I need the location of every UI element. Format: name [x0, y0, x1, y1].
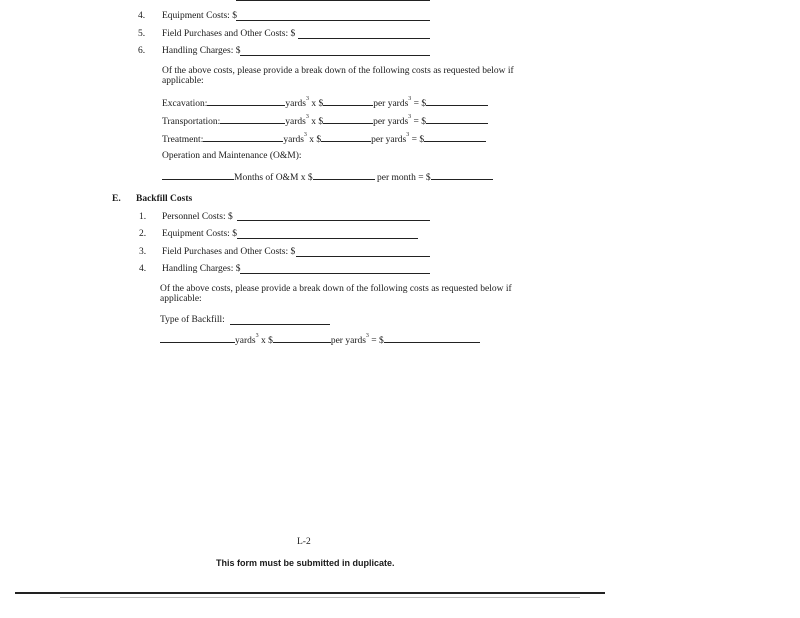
backfill-breakdown-instructions: Of the above costs, please provide a break down of the following costs as requested below if applicable:	[160, 284, 512, 304]
field-purchases-field[interactable]	[298, 38, 430, 39]
type-of-backfill-label: Type of Backfill:	[160, 315, 225, 325]
excavation-total-field[interactable]	[426, 96, 488, 106]
page-number: L-2	[297, 537, 311, 547]
yards-unit: yards	[285, 117, 306, 127]
treatment-rate-field[interactable]	[321, 132, 371, 142]
handling-charges-label: Handling Charges: $	[162, 46, 241, 56]
item-number: 2.	[139, 229, 147, 239]
transportation-rate-field[interactable]	[323, 114, 373, 124]
bottom-rule-shadow	[60, 597, 580, 598]
backfill-handling-field[interactable]	[240, 273, 430, 274]
om-months-label: Months of O&M x $	[234, 173, 313, 183]
submission-note: This form must be submitted in duplicate.	[216, 558, 395, 568]
per-yards: per yards	[373, 99, 409, 109]
equipment-costs-field[interactable]	[236, 20, 430, 21]
transportation-label: Transportation:	[162, 117, 221, 127]
backfill-equipment-field[interactable]	[237, 238, 418, 239]
item-number: 4.	[138, 11, 146, 21]
treatment-label: Treatment:	[162, 135, 204, 145]
backfill-total-field[interactable]	[384, 333, 480, 343]
backfill-handling-label: Handling Charges: $	[162, 264, 241, 274]
backfill-calc-row: yards$^3$ x $ per yards$^3$ = $	[160, 333, 480, 346]
equals-dollar: = $	[413, 117, 427, 127]
om-per-month-label: per month = $	[377, 173, 431, 183]
field-purchases-label: Field Purchases and Other Costs: $	[162, 29, 296, 39]
item-number: 3.	[139, 247, 147, 257]
om-months-field[interactable]	[162, 170, 234, 180]
per-yards: per yards	[373, 117, 409, 127]
times-dollar: x $	[309, 135, 322, 145]
breakdown-instructions: Of the above costs, please provide a break down of the following costs as requested below if applicable:	[162, 66, 514, 86]
equals-dollar: = $	[411, 135, 425, 145]
section-letter: E.	[112, 194, 121, 204]
times-dollar: x $	[311, 117, 324, 127]
bottom-rule	[15, 592, 605, 594]
backfill-personnel-field[interactable]	[237, 220, 430, 221]
excavation-yards-field[interactable]	[207, 96, 285, 106]
om-total-field[interactable]	[431, 170, 493, 180]
om-row	[162, 170, 493, 183]
backfill-personnel-label: Personnel Costs: $	[162, 212, 233, 222]
item-number: 1.	[139, 212, 147, 222]
handling-charges-field[interactable]	[240, 55, 430, 56]
item-number: 5.	[138, 29, 146, 39]
per-yards: per yards	[330, 336, 366, 346]
backfill-yards-field[interactable]	[160, 333, 235, 343]
treatment-yards-field[interactable]	[203, 132, 283, 142]
treatment-row: Treatment: yards$^3$ x $ per yards$^3$ = $	[162, 132, 486, 145]
excavation-rate-field[interactable]	[323, 96, 373, 106]
equals-dollar: = $	[413, 99, 427, 109]
backfill-equipment-label: Equipment Costs: $	[162, 229, 237, 239]
top-cutoff-line	[236, 0, 430, 1]
type-of-backfill-field[interactable]	[230, 324, 330, 325]
excavation-row: Excavation: yards$^3$ x $ per yards$^3$ = $	[162, 96, 488, 109]
excavation-label: Excavation:	[162, 99, 208, 109]
backfill-field-purchases-field[interactable]	[296, 256, 430, 257]
section-title: Backfill Costs	[136, 194, 193, 204]
yards-unit: yards	[283, 135, 304, 145]
backfill-rate-field[interactable]	[273, 333, 331, 343]
per-yards: per yards	[371, 135, 407, 145]
equals-dollar: = $	[371, 336, 384, 346]
om-rate-field[interactable]	[313, 170, 375, 180]
yards-unit: yards	[235, 336, 256, 346]
treatment-total-field[interactable]	[424, 132, 486, 142]
times-dollar: x $	[260, 336, 273, 346]
yards-unit: yards	[285, 99, 306, 109]
backfill-field-purchases-label: Field Purchases and Other Costs: $	[162, 247, 296, 257]
times-dollar: x $	[311, 99, 324, 109]
item-number: 6.	[138, 46, 146, 56]
transportation-row: Transportation: yards$^3$ x $ per yards$^3$ = $	[162, 114, 488, 127]
om-label: Operation and Maintenance (O&M):	[162, 151, 302, 161]
transportation-yards-field[interactable]	[220, 114, 285, 124]
transportation-total-field[interactable]	[426, 114, 488, 124]
equipment-costs-label: Equipment Costs: $	[162, 11, 237, 21]
item-number: 4.	[139, 264, 147, 274]
